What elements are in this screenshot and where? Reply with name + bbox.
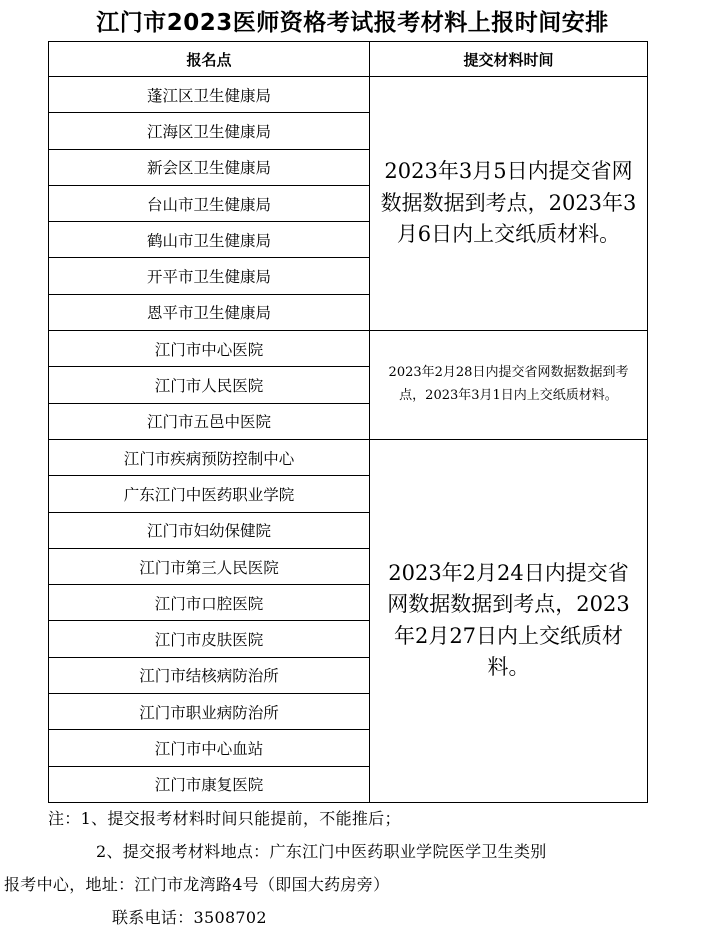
table-header-row bbox=[49, 42, 648, 77]
registration-point-cell: 江门市妇幼保健院 bbox=[49, 512, 370, 548]
note-line: 2、提交报考材料地点：广东江门中医药职业学院医学卫生类别 bbox=[96, 842, 547, 861]
registration-point-cell: 江门市疾病预防控制中心 bbox=[49, 439, 370, 475]
note-line: 注：1、提交报考材料时间只能提前，不能推后； bbox=[48, 809, 401, 828]
submission-time-cell: 2023年2月28日内提交省网数据数据到考点，2023年3月1日内上交纸质材料。 bbox=[370, 331, 648, 440]
registration-point-cell: 江门市职业病防治所 bbox=[49, 694, 370, 730]
column-header-registration-point: 报名点 bbox=[49, 42, 370, 77]
registration-point-cell: 江门市结核病防治所 bbox=[49, 657, 370, 693]
registration-point-cell: 江门市五邑中医院 bbox=[49, 403, 370, 439]
registration-point-cell: 江门市中心医院 bbox=[49, 331, 370, 367]
registration-point-cell: 江门市康复医院 bbox=[49, 766, 370, 802]
page-title: 江门市2023医师资格考试报考材料上报时间安排 bbox=[96, 10, 609, 36]
registration-point-cell: 江门市口腔医院 bbox=[49, 585, 370, 621]
registration-point-cell: 广东江门中医药职业学院 bbox=[49, 476, 370, 512]
registration-point-cell: 鹤山市卫生健康局 bbox=[49, 222, 370, 258]
registration-point-cell: 新会区卫生健康局 bbox=[49, 149, 370, 185]
submission-time-cell: 2023年3月5日内提交省网数据数据到考点，2023年3月6日内上交纸质材料。 bbox=[370, 77, 648, 331]
registration-point-cell: 江门市第三人民医院 bbox=[49, 548, 370, 584]
registration-point-cell: 开平市卫生健康局 bbox=[49, 258, 370, 294]
registration-point-cell: 江门市皮肤医院 bbox=[49, 621, 370, 657]
registration-point-cell: 蓬江区卫生健康局 bbox=[49, 77, 370, 113]
table-row bbox=[49, 77, 648, 113]
registration-point-cell: 恩平市卫生健康局 bbox=[49, 294, 370, 330]
contact-phone: 联系电话：3508702 bbox=[112, 908, 267, 927]
note-line: 报考中心，地址：江门市龙湾路4号（即国大药房旁） bbox=[4, 875, 390, 894]
table-row bbox=[49, 439, 648, 475]
table-row bbox=[49, 331, 648, 367]
column-header-submission-time: 提交材料时间 bbox=[370, 42, 648, 77]
registration-point-cell: 江门市中心血站 bbox=[49, 730, 370, 766]
registration-point-cell: 台山市卫生健康局 bbox=[49, 185, 370, 221]
submission-time-cell: 2023年2月24日内提交省网数据数据到考点，2023年2月27日内上交纸质材料。 bbox=[370, 439, 648, 802]
schedule-table bbox=[48, 41, 648, 803]
registration-point-cell: 江海区卫生健康局 bbox=[49, 113, 370, 149]
registration-point-cell: 江门市人民医院 bbox=[49, 367, 370, 403]
